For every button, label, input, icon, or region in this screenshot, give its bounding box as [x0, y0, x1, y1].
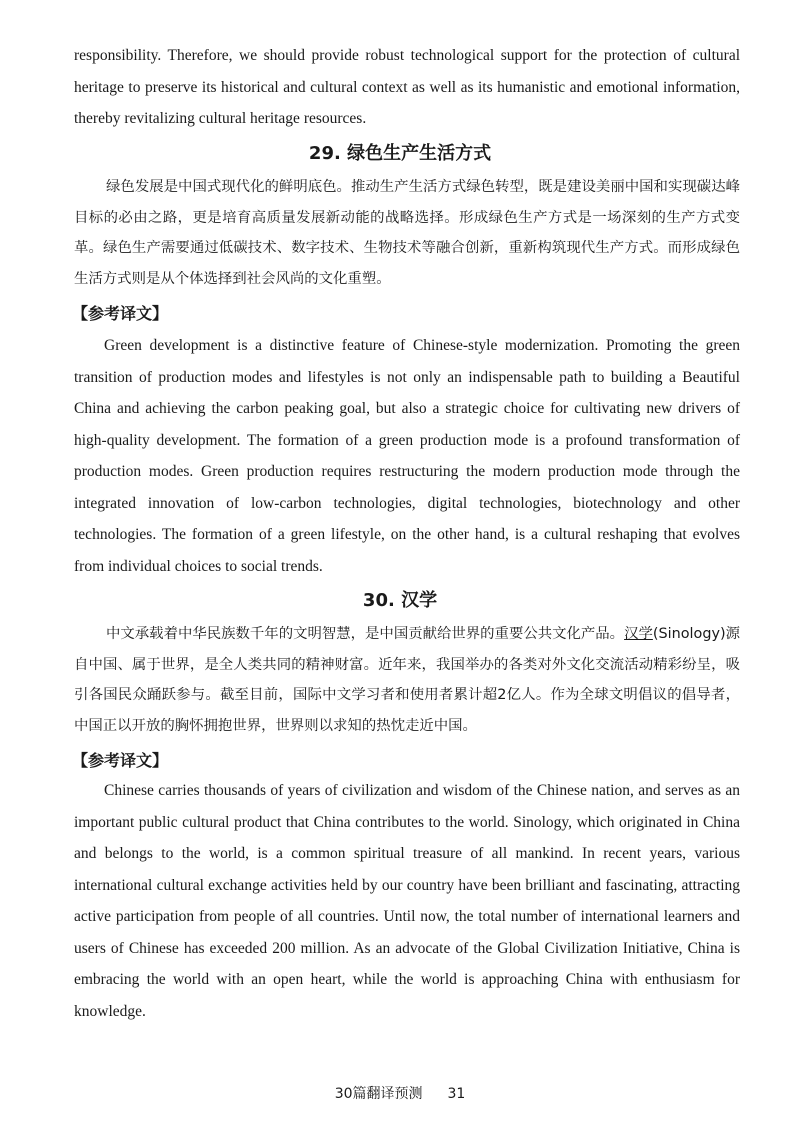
footer-page-number: 31	[447, 1086, 466, 1102]
page-footer	[0, 1083, 800, 1103]
section-30-chinese-part-1: 中文承载着中华民族数千年的文明智慧，是中国贡献给世界的重要公共文化产品。	[106, 626, 625, 642]
section-29-title: 29. 绿色生产生活方式	[308, 143, 492, 164]
section-30-chinese-paragraph	[74, 619, 740, 741]
section-29-translation: Green development is a distinctive feature of Chinese-style modernization. Promoting the green transition of production modes and lifestyles is not only an indispensable path to building a Beautiful China and achieving the carbon peaking goal, but also a strategic choice for cultivating new drivers of high-quality development. The formation of a green production mode is a profound transformation of production modes. Green production requires restructuring the modern production mode through the integrated innovation of low-carbon technologies, digital technologies, biotechnology and other technologies. The formation of a green lifestyle, on the other hand, is a cultural reshaping that evolves from individual choices to social trends.	[74, 337, 740, 575]
section-29-reference-label: 【参考译文】	[72, 304, 169, 323]
sinology-underlined-term: 汉学	[624, 626, 653, 642]
section-29-chinese-paragraph: 绿色发展是中国式现代化的鲜明底色。推动生产生活方式绿色转型，既是建设美丽中国和实现碳达峰目标的必由之路，更是培育高质量发展新动能的战略选择。形成绿色生产方式是一场深刻的生产方式变革。绿色生产需要通过低碳技术、数字技术、生物技术等融合创新，重新构筑现代生产方式。而形成绿色生活方式则是从个体选择到社会风尚的文化重塑。	[74, 179, 740, 287]
intro-paragraph: responsibility. Therefore, we should provide robust technological support for the protection of cultural heritage to preserve its historical and cultural context as well as its humanistic and emotional information, thereby revitalizing cultural heritage resources.	[74, 47, 740, 127]
section-30-reference-label: 【参考译文】	[72, 751, 169, 770]
section-30-chinese-part-2: (Sinology)源自中国、属于世界，是全人类共同的精神财富。近年来，我国举办的各类对外文化交流活动精彩纷呈，吸引各国民众踊跃参与。截至目前，国际中文学习者和使用者累计超2亿人。作为全球文明倡议的倡导者，中国正以开放的胸怀拥抱世界，世界则以求知的热忱走近中国。	[74, 626, 741, 734]
section-30-translation: Chinese carries thousands of years of civilization and wisdom of the Chinese nation, and serves as an important public cultural product that China contributes to the world. Sinology, which originated in China and belongs to the world, is a common spiritual treasure of all mankind. In recent years, various international cultural exchange activities held by our country have been brilliant and fascinating, attracting active participation from people of all countries. Until now, the total number of international learners and users of Chinese has exceeded 200 million. As an advocate of the Global Civilization Initiative, China is embracing the world with an open heart, while the world is approaching China with enthusiasm for knowledge.	[74, 782, 740, 1020]
footer-book-title: 30篇翻译预测	[334, 1086, 423, 1102]
section-30-title: 30. 汉学	[362, 590, 438, 611]
